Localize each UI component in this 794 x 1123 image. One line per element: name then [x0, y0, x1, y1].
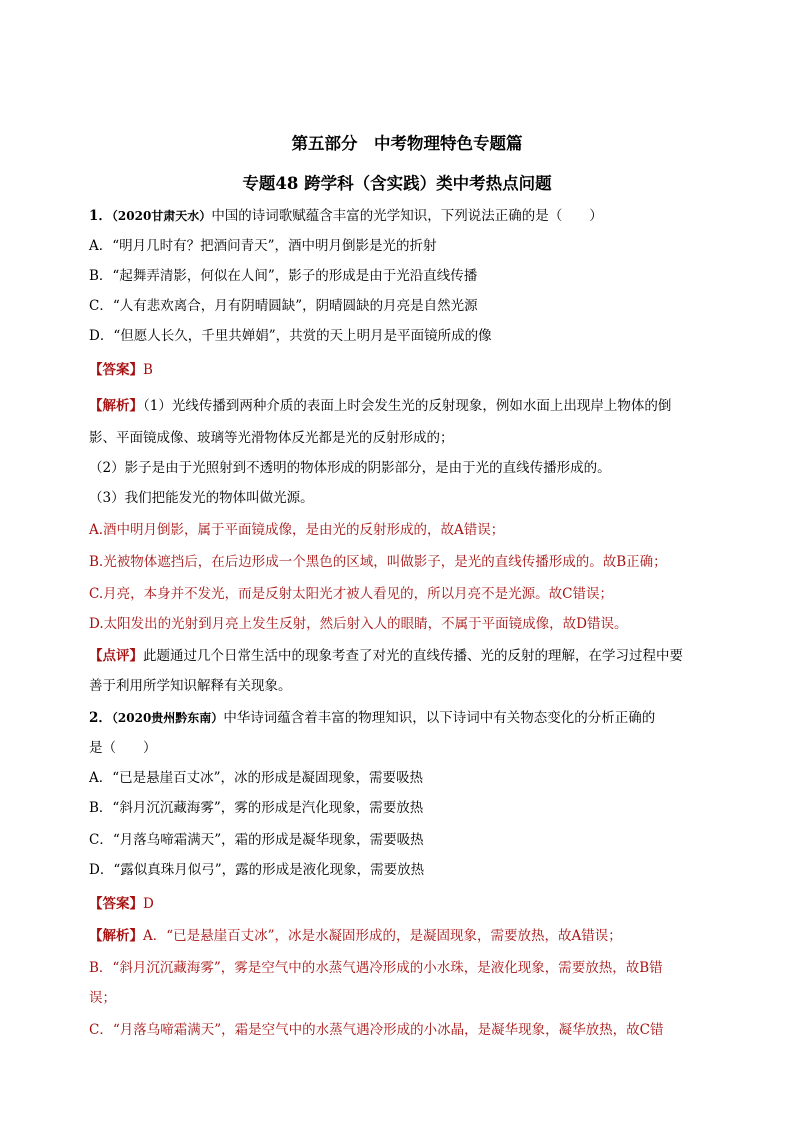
question-2-option-d: D．“露似真珠月似弓”，露的形成是液化现象，需要放热	[89, 862, 425, 878]
question-2-stem	[89, 708, 655, 728]
question-1-analysis-line: D.太阳发出的光射到月亮上发生反射，然后射入人的眼睛，不属于平面镜成像，故D错误。	[89, 616, 628, 632]
question-2-answer	[89, 894, 154, 914]
question-1-source: （2020甘肃天水）	[111, 209, 212, 223]
answer-value: B	[143, 362, 153, 378]
question-1-analysis-line: B.光被物体遮挡后，在后边形成一个黑色的区域，叫做影子，是光的直线传播形成的。故B正确；	[89, 554, 667, 570]
question-1-answer	[89, 360, 153, 380]
question-1-analysis-line: C.月亮，本身并不发光，而是反射太阳光才被人看见的，所以月亮不是光源。故C错误；	[89, 586, 613, 602]
question-1-analysis-line: （3）我们把能发光的物体叫做光源。	[89, 490, 314, 506]
question-2-analysis-line	[89, 926, 622, 946]
page-subtitle: 专题48 跨学科（含实践）类中考热点问题	[242, 174, 552, 193]
analysis-text: （1）光线传播到两种介质的表面上时会发生光的反射现象，例如水面上出现岸上物体的倒	[143, 398, 672, 414]
question-1-option-a: A．“明月几时有？把酒问青天”，酒中明月倒影是光的折射	[89, 238, 437, 254]
question-1-analysis-line: A.酒中明月倒影，属于平面镜成像，是由光的反射形成的，故A错误；	[89, 522, 505, 538]
question-2-option-a: A．“已是悬崖百丈冰”，冰的形成是凝固现象，需要吸热	[89, 770, 424, 786]
question-1-text: 中国的诗词歌赋蕴含丰富的光学知识，下列说法正确的是（ ）	[211, 208, 603, 224]
analysis-tag: 【解析】	[89, 398, 143, 414]
question-2-stem-line: 是（ ）	[89, 740, 157, 756]
analysis-text: A．“已是悬崖百丈冰”，冰是水凝固形成的，是凝固现象，需要放热，故A错误；	[143, 928, 622, 944]
question-2-analysis-line: B．“斜月沉沉藏海雾”，雾是空气中的水蒸气遇冷形成的小水珠，是液化现象，需要放热，故B错	[89, 960, 663, 976]
analysis-tag: 【解析】	[89, 928, 143, 944]
question-1-number: 1．	[89, 208, 112, 224]
question-1-comment-line	[89, 646, 683, 666]
question-1-analysis-line: 影、平面镜成像、玻璃等光滑物体反光都是光的反射形成的；	[89, 430, 454, 446]
question-2-analysis-line: C．“月落乌啼霜满天”，霜是空气中的水蒸气遇冷形成的小冰晶，是凝华现象，凝华放热，故C错	[89, 1022, 664, 1038]
answer-tag: 【答案】	[89, 896, 143, 912]
question-1-stem	[89, 206, 603, 226]
answer-tag: 【答案】	[89, 362, 143, 378]
answer-value: D	[143, 896, 154, 912]
comment-text: 此题通过几个日常生活中的现象考查了对光的直线传播、光的反射的理解，在学习过程中要	[143, 648, 683, 664]
question-1-analysis-line: （2）影子是由于光照射到不透明的物体形成的阴影部分，是由于光的直线传播形成的。	[89, 460, 611, 476]
question-2-option-b: B．“斜月沉沉藏海雾”，雾的形成是汽化现象，需要放热	[89, 800, 424, 816]
question-2-source: （2020贵州黔东南）	[111, 711, 224, 725]
question-1-option-c: C．“人有悲欢离合，月有阴晴圆缺”，阴晴圆缺的月亮是自然光源	[89, 298, 478, 314]
question-1-option-b: B．“起舞弄清影，何似在人间”，影子的形成是由于光沿直线传播	[89, 268, 478, 284]
page-title: 第五部分 中考物理特色专题篇	[291, 134, 523, 153]
question-2-analysis-line: 误；	[89, 990, 116, 1006]
comment-tag: 【点评】	[89, 648, 143, 664]
question-2-number: 2．	[89, 710, 112, 726]
question-2-option-c: C．“月落乌啼霜满天”，霜的形成是凝华现象，需要吸热	[89, 832, 424, 848]
question-1-comment-line: 善于利用所学知识解释有关现象。	[89, 678, 292, 694]
question-1-analysis-line	[89, 396, 671, 416]
question-1-option-d: D．“但愿人长久，千里共婵娟”，共赏的天上明月是平面镜所成的像	[89, 328, 492, 344]
question-2-text: 中华诗词蕴含着丰富的物理知识，以下诗词中有关物态变化的分析正确的	[223, 710, 656, 726]
